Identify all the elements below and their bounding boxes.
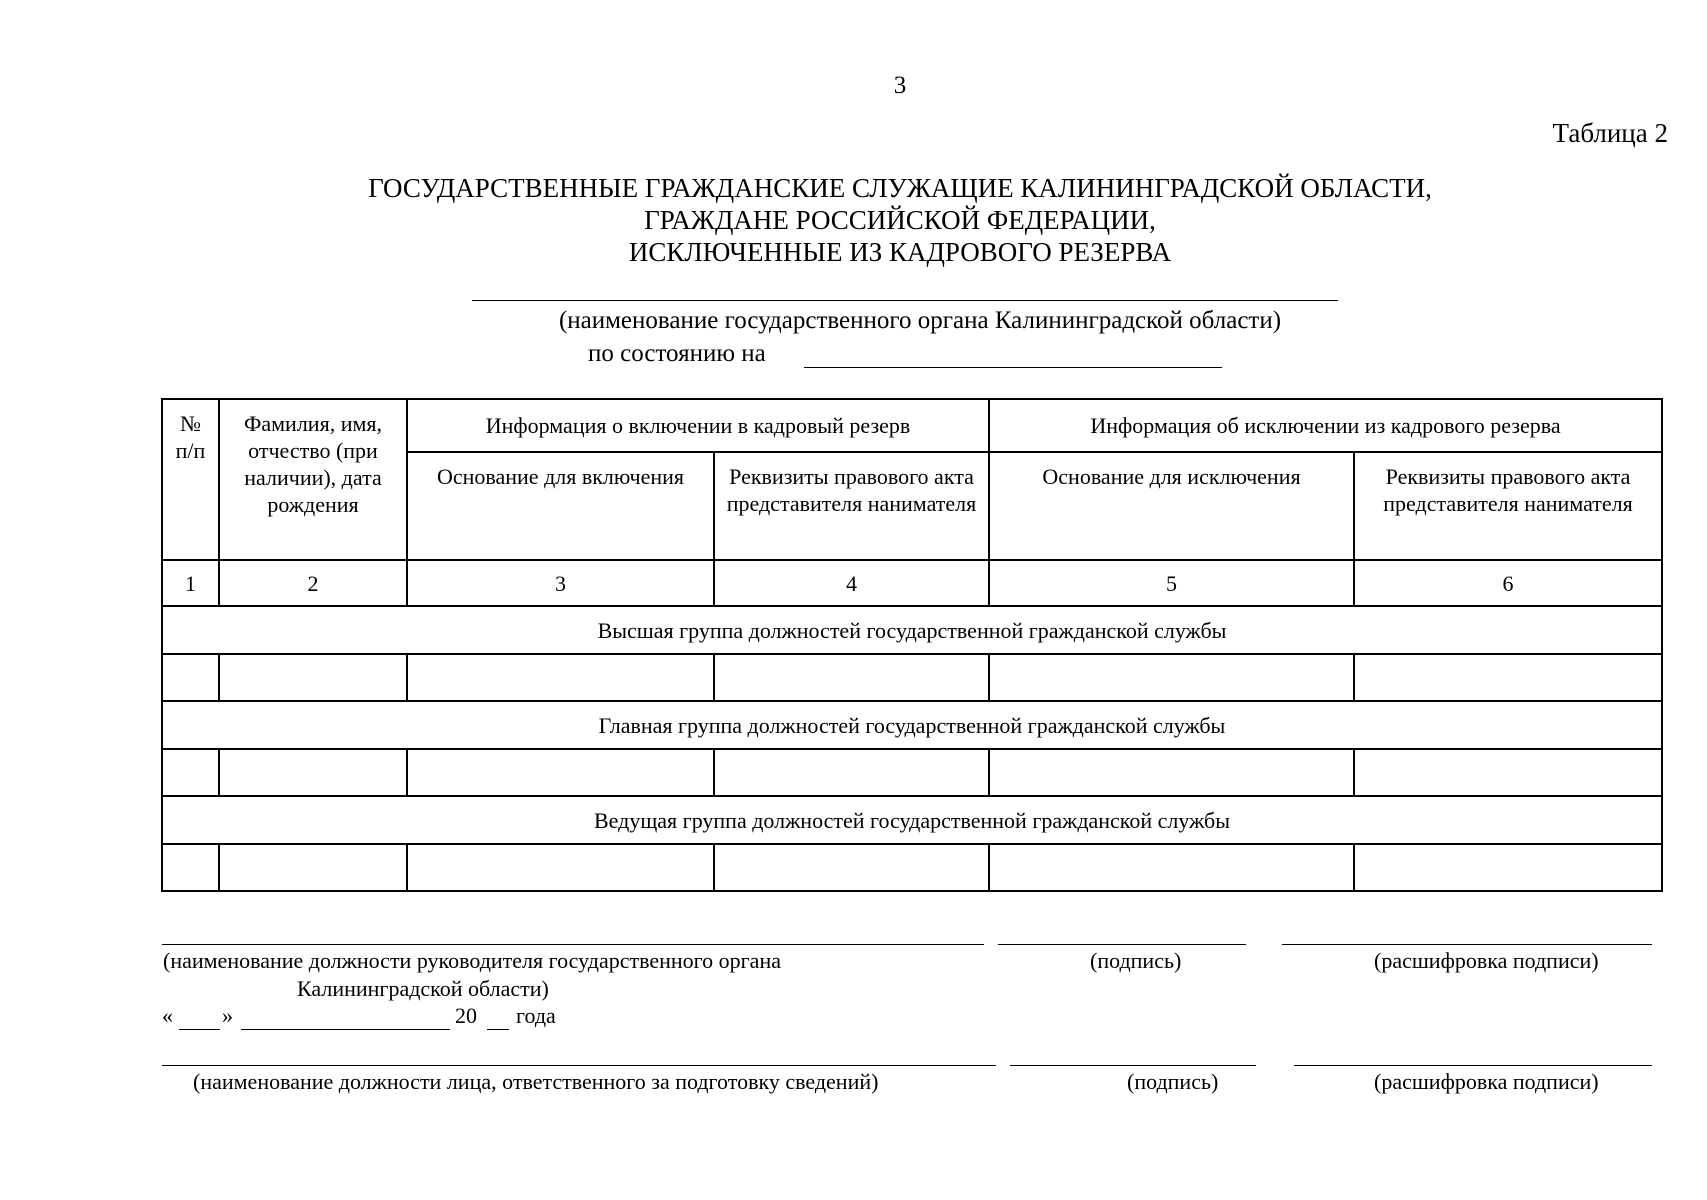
col-header-inclusion-basis: Основание для включения bbox=[407, 452, 714, 560]
table-cell[interactable] bbox=[714, 844, 989, 891]
head-decoding-line bbox=[1282, 944, 1652, 945]
group-row-main bbox=[162, 701, 1662, 749]
column-number: 1 bbox=[162, 560, 219, 606]
col-header-inclusion-act: Реквизиты правового акта представителя нанимателя bbox=[714, 452, 989, 560]
head-position-caption-2: Калининградской области) bbox=[297, 976, 549, 1001]
responsible-decoding-line bbox=[1294, 1065, 1652, 1066]
head-decoding-caption: (расшифровка подписи) bbox=[1374, 948, 1599, 973]
group-header-inclusion: Информация о включении в кадровый резерв bbox=[407, 399, 989, 452]
table-row bbox=[162, 844, 1662, 891]
table-cell[interactable] bbox=[407, 749, 714, 796]
col-header-number: № п/п bbox=[162, 399, 219, 560]
date-year-suffix: года bbox=[516, 1003, 556, 1028]
column-number: 4 bbox=[714, 560, 989, 606]
table-cell[interactable] bbox=[1354, 844, 1662, 891]
table-cell[interactable] bbox=[989, 749, 1354, 796]
title-line-1: ГОСУДАРСТВЕННЫЕ ГРАЖДАНСКИЕ СЛУЖАЩИЕ КАЛИНИНГРАДСКОЙ ОБЛАСТИ, bbox=[368, 173, 1432, 203]
table-cell[interactable] bbox=[1354, 654, 1662, 701]
responsible-signature-line bbox=[1010, 1065, 1256, 1066]
table-row bbox=[162, 749, 1662, 796]
group-row-highest bbox=[162, 606, 1662, 654]
col-header-exclusion-act: Реквизиты правового акта представителя нанимателя bbox=[1354, 452, 1662, 560]
head-position-line bbox=[162, 944, 984, 945]
table-cell[interactable] bbox=[219, 654, 407, 701]
table-cell[interactable] bbox=[989, 654, 1354, 701]
organ-name-line bbox=[472, 300, 1338, 301]
table-label: Таблица 2 bbox=[1552, 118, 1668, 148]
title-line-2: ГРАЖДАНЕ РОССИЙСКОЙ ФЕДЕРАЦИИ, bbox=[644, 205, 1156, 235]
table-header-row-1 bbox=[162, 399, 1662, 452]
group-header-exclusion: Информация об исключении из кадрового резерва bbox=[989, 399, 1662, 452]
column-number: 6 bbox=[1354, 560, 1662, 606]
table-cell[interactable] bbox=[162, 844, 219, 891]
head-position-caption-1: (наименование должности руководителя государственного органа bbox=[163, 948, 781, 973]
column-number-row bbox=[162, 560, 1662, 606]
reserve-exclusion-table bbox=[161, 398, 1663, 892]
responsible-position-caption: (наименование должности лица, ответственного за подготовку сведений) bbox=[193, 1069, 879, 1094]
date-year-prefix: 20 bbox=[455, 1003, 477, 1028]
table-cell[interactable] bbox=[219, 749, 407, 796]
table-row bbox=[162, 654, 1662, 701]
head-signature-line bbox=[998, 944, 1246, 945]
group-row-leading bbox=[162, 796, 1662, 844]
column-number: 5 bbox=[989, 560, 1354, 606]
responsible-decoding-caption: (расшифровка подписи) bbox=[1374, 1069, 1599, 1094]
table-cell[interactable] bbox=[1354, 749, 1662, 796]
date-month-line bbox=[241, 1029, 450, 1030]
table-cell[interactable] bbox=[407, 844, 714, 891]
date-year-line bbox=[487, 1029, 509, 1030]
table-cell[interactable] bbox=[714, 749, 989, 796]
table-cell[interactable] bbox=[407, 654, 714, 701]
as-of-date-line bbox=[804, 367, 1222, 368]
table-cell[interactable] bbox=[714, 654, 989, 701]
table-cell[interactable] bbox=[162, 749, 219, 796]
group-title: Высшая группа должностей государственной гражданской службы bbox=[162, 606, 1662, 654]
head-signature-caption: (подпись) bbox=[1090, 948, 1182, 973]
responsible-position-line bbox=[162, 1065, 996, 1066]
column-number: 3 bbox=[407, 560, 714, 606]
table-cell[interactable] bbox=[219, 844, 407, 891]
column-number: 2 bbox=[219, 560, 407, 606]
date-day-line bbox=[179, 1029, 220, 1030]
date-open-quote: « bbox=[162, 1003, 173, 1028]
responsible-signature-caption: (подпись) bbox=[1127, 1069, 1219, 1094]
table-cell[interactable] bbox=[162, 654, 219, 701]
col-header-exclusion-basis: Основание для исключения bbox=[989, 452, 1354, 560]
as-of-label: по состоянию на bbox=[588, 340, 766, 367]
page-number: 3 bbox=[893, 72, 907, 99]
date-close-quote: » bbox=[222, 1003, 233, 1028]
group-title: Ведущая группа должностей государственной гражданской службы bbox=[162, 796, 1662, 844]
organ-caption: (наименование государственного органа Калининградской области) bbox=[558, 307, 1282, 334]
group-title: Главная группа должностей государственной гражданской службы bbox=[162, 701, 1662, 749]
col-header-name: Фамилия, имя, отчество (при наличии), дата рождения bbox=[219, 399, 407, 560]
table-cell[interactable] bbox=[989, 844, 1354, 891]
title-line-3: ИСКЛЮЧЕННЫЕ ИЗ КАДРОВОГО РЕЗЕРВА bbox=[628, 237, 1172, 267]
